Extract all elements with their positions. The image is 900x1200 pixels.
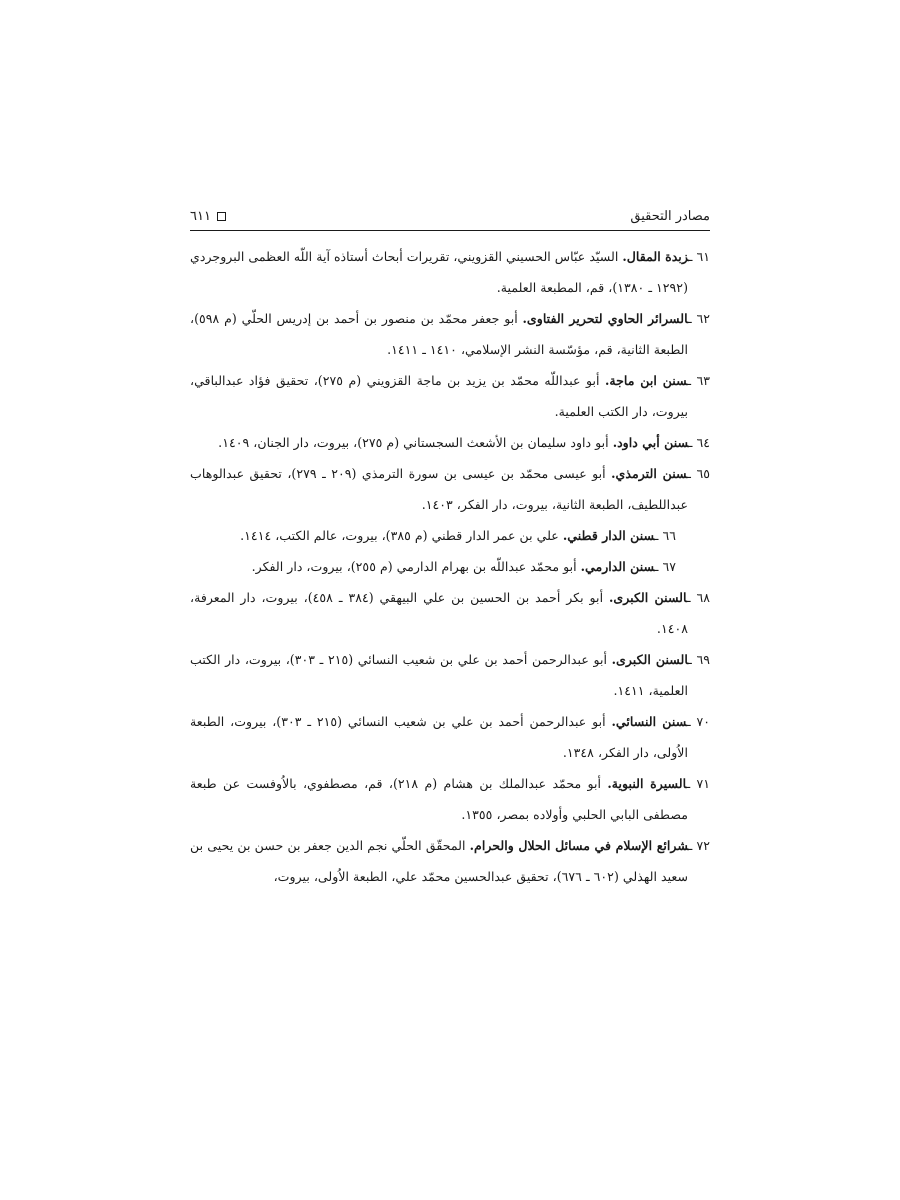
entry-number: ٧٢ ـ	[688, 838, 710, 853]
entry-text: أبو عبدالرحمن أحمد بن علي بن شعيب النسائي (٢١٥ ـ ٣٠٣)، بيروت، الطبعة الاُولى، دار الفكر، ١٣٤٨.	[190, 714, 688, 760]
bibliography-entry	[190, 427, 710, 458]
entry-title: السنن الكبرى.	[608, 590, 687, 605]
entry-text: أبو بكر أحمد بن الحسين بن علي البيهقي (٣٨٤ ـ ٤٥٨)، بيروت، دار المعرفة، ١٤٠٨.	[190, 590, 688, 636]
header-title: مصادر التحقيق	[630, 209, 710, 224]
entry-title: سنن النسائي.	[611, 714, 687, 729]
entry-number: ٦١ ـ	[688, 249, 711, 264]
bibliography-entry	[190, 768, 710, 830]
entry-title: سنن أبي داود.	[612, 435, 689, 450]
entry-text: المحقّق الحلّي نجم الدين جعفر بن حسن بن يحيى بن سعيد الهذلي (٦٠٢ ـ ٦٧٦)، تحقيق عبدالحسين محمّد علي، الطبعة الاُولى، بيروت،	[190, 838, 688, 884]
entry-number: ٦٢ ـ	[687, 311, 710, 326]
page	[190, 200, 710, 892]
bibliography-entry	[190, 582, 710, 644]
entry-number: ٦٤ ـ	[688, 435, 710, 450]
entry-text: السيّد عبّاس الحسيني القزويني، تقريرات أبحاث أستاذه آية اللّه العظمى البروجردي (١٢٩٢ ـ ١٣٨٠)، قم، المطبعة العلمية.	[190, 249, 688, 295]
bibliography-entry	[190, 241, 710, 303]
entry-number: ٦٦ ـ	[654, 528, 676, 543]
bibliography-entry	[190, 365, 710, 427]
entry-text: أبو محمّد عبدالملك بن هشام (م ٢١٨)، قم، مصطفوي، بالاُوفست عن طبعة مصطفى البابي الحلبي وأولاده بمصر، ١٣٥٥.	[190, 776, 688, 822]
entry-number: ٦٥ ـ	[687, 466, 710, 481]
entry-number: ٧٠ ـ	[686, 714, 710, 729]
entry-text: أبو عبدالرحمن أحمد بن علي بن شعيب النسائي (٢١٥ ـ ٣٠٣)، بيروت، دار الكتب العلمية، ١٤١١.	[190, 652, 688, 698]
entry-number: ٦٣ ـ	[687, 373, 710, 388]
bibliography-entry	[190, 830, 710, 892]
entry-number: ٦٩ ـ	[688, 652, 710, 667]
bibliography-entry	[190, 644, 710, 706]
entry-text: أبو عبداللّه محمّد بن يزيد بن ماجة القزويني (م ٢٧٥)، تحقيق فؤاد عبدالباقي، بيروت، دار الكتب العلمية.	[190, 373, 688, 419]
running-header	[190, 200, 710, 224]
page-number-group	[190, 209, 226, 224]
bibliography-entry	[190, 520, 710, 551]
entry-number: ٧١ ـ	[686, 776, 711, 791]
entry-title: سنن الترمذي.	[611, 466, 688, 481]
bibliography-entry	[190, 706, 710, 768]
entry-text: أبو محمّد عبداللّه بن بهرام الدارمي (م ٢٥٥)، بيروت، دار الفكر.	[251, 559, 581, 574]
entry-title: السنن الكبرى.	[611, 652, 689, 667]
entry-number: ٦٨ ـ	[686, 590, 710, 605]
bibliography-entry	[190, 551, 710, 582]
bibliography-entry	[190, 303, 710, 365]
entry-title: شرائع الإسلام في مسائل الحلال والحرام.	[469, 838, 689, 853]
square-outline-icon	[217, 212, 226, 221]
entry-title: سنن الدار قطني.	[562, 528, 655, 543]
entry-number: ٦٧ ـ	[654, 559, 676, 574]
entry-text: أبو جعفر محمّد بن منصور بن أحمد بن إدريس الحلّي (م ٥٩٨)، الطبعة الثانية، قم، مؤسّسة النشر الإسلامي، ١٤١٠ ـ ١٤١١.	[190, 311, 688, 357]
page-number: ٦١١	[190, 209, 211, 224]
entry-title: سنن ابن ماجة.	[604, 373, 688, 388]
header-rule	[190, 230, 710, 231]
entry-title: السرائر الحاوي لتحرير الفتاوى.	[522, 311, 688, 326]
entry-title: سنن الدارمي.	[580, 559, 655, 574]
entry-title: زبدة المقال.	[622, 249, 689, 264]
entry-title: السيرة النبوية.	[607, 776, 687, 791]
bibliography-entry	[190, 458, 710, 520]
entry-text: علي بن عمر الدار قطني (م ٣٨٥)، بيروت، عالم الكتب، ١٤١٤.	[240, 528, 563, 543]
entry-text: أبو عيسى محمّد بن عيسى بن سورة الترمذي (٢٠٩ ـ ٢٧٩)، تحقيق عبدالوهاب عبداللطيف، الطبعة الثانية، بيروت، دار الفكر، ١٤٠٣.	[190, 466, 688, 512]
entry-text: أبو داود سليمان بن الأشعث السجستاني (م ٢٧٥)، بيروت، دار الجنان، ١٤٠٩.	[218, 435, 613, 450]
bibliography-list	[190, 241, 710, 892]
